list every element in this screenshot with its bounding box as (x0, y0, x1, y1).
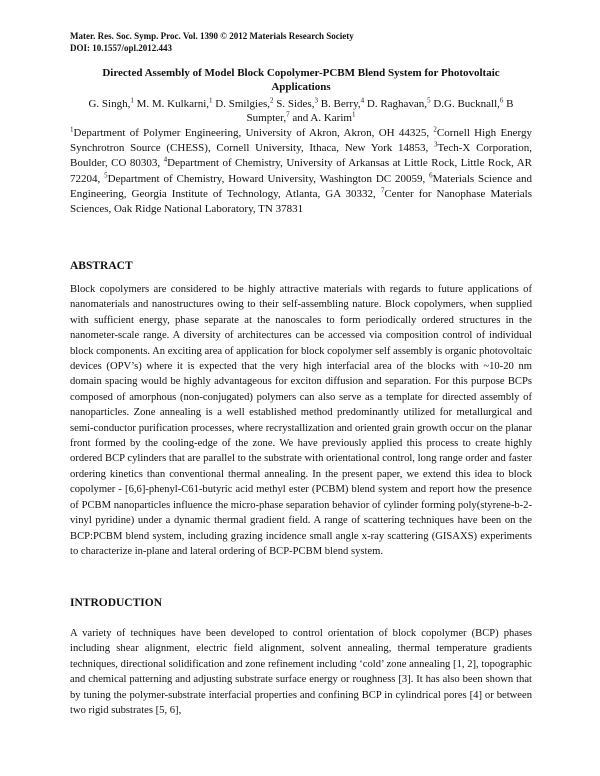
author-list (70, 97, 532, 125)
affiliation: $^5$Department of Chemistry, Howard University, Washington DC 20059, (104, 170, 426, 185)
author: D.G. Bucknall,$^6$ (433, 96, 504, 110)
affiliation-mark: 2 (433, 125, 437, 134)
author-affiliation-mark: 6 (499, 96, 504, 105)
author: S. Sides,$^3$ (276, 96, 318, 110)
affiliation: $^4$Department of Chemistry, University of Arkansas at Little Rock, Little Rock, AR 72204, (70, 155, 532, 185)
affiliation-mark: 5 (104, 170, 108, 179)
author-affiliation-mark: 5 (427, 96, 431, 105)
affiliation: $^6$Materials Science and Engineering, Georgia Institute of Technology, Atlanta, GA 30332, (70, 170, 533, 200)
affiliation-mark: 4 (163, 155, 168, 164)
abstract-body: Block copolymers are considered to be highly attractive materials with regards to future applications of nanomaterials and nanostructures owing to their self-assembling nature. Block copolymers, when supplied with sufficient energy, phase separate at the nanoscales to form periodically ordered structures in the nanometer-scale range. A diversity of architectures can be accessed via composition control of individual block components. An exciting area of application for block copolymer self assembly is organic photovoltaic devices (OPV’s) where it is expected that the very high interfacial area of the blocks with ~10-20 nm domain spacing would be highly advantageous for exciton diffusion and separation. For this purpose BCPs composed of amorphous (non-conjugated) polymers can also serve as a template for directed assembly of nanoparticles. Zone annealing is a well established method predominantly utilized for metallurgical and semi-conductor purification processes, where recrystallization and oriented grain growth occur on the planar front formed by the cooling-edge of the zone. We have previously applied this process to create highly ordered BCP cylinders that are parallel to the substrate with orientational control, long range order and faster ordering kinetics than conventional thermal annealing. In the present paper, we extend this idea to block copolymer - [6,6]-phenyl-C61-butyric acid methyl ester (PCBM) blend system and report how the presence of PCBM nanoparticles influence the micro-phase separation behavior of cylinder forming poly(styrene-b-2-vinyl pyridine) under a dynamic thermal gradient field. A range of scattering techniques have been on the BCP:PCBM blend system, including grazing incidence small angle x-ray scattering (GISAXS) experiments to characterize in-plane and lateral ordering of BCP-PCBM blend system. (70, 284, 532, 557)
journal-header (70, 30, 354, 54)
author-affiliation-mark: 1 (209, 96, 213, 105)
affiliation-mark: 3 (434, 140, 438, 149)
author-affiliation-mark: 2 (269, 96, 274, 105)
affiliation-mark: 7 (380, 186, 385, 195)
affiliations (70, 126, 532, 217)
paper-title (70, 66, 532, 94)
doi: DOI: 10.1557/opl.2012.443 (70, 43, 173, 53)
abstract-heading: ABSTRACT (70, 260, 133, 272)
author-affiliation-mark: 7 (286, 110, 290, 119)
title-line-2: Applications (271, 81, 331, 93)
author: B. Berry,$^4$ (320, 96, 365, 110)
author: and A. Karim$^1$ (292, 110, 356, 124)
title-line-1: Directed Assembly of Model Block Copolymer-PCBM Blend System for Photovoltaic (102, 67, 500, 79)
author: G. Singh,$^1$ (88, 96, 134, 110)
author: M. M. Kulkarni,$^1$ (136, 96, 213, 110)
author: D. Smilgies,$^2$ (215, 96, 274, 110)
affiliation: $^1$Department of Polymer Engineering, University of Akron, Akron, OH 44325, (70, 125, 430, 139)
introduction-body: A variety of techniques have been developed to control orientation of block copolymer (BCP) phases including shear alignment, electric field alignment, solvent annealing, thermal temperature gradients techniques, directional solidification and zone refinement including ‘cold’ zone annealing [1, 2], topographic and chemical patterning and adjusting substrate surface energy or roughness [3]. It has also been shown that by tuning the polymer-substrate interfacial properties and confining BCP in cylindrical pores [4] or between two rigid substrates [5, 6], (70, 628, 532, 717)
affiliation: $^3$Tech-X Corporation, Boulder, CO 80303, (70, 140, 532, 170)
author-affiliation-mark: 3 (314, 96, 318, 105)
affiliation-mark: 1 (70, 125, 74, 134)
affiliation: $^7$Center for Nanophase Materials Sciences, Oak Ridge National Laboratory, TN 37831 (70, 186, 532, 216)
affiliation: $^2$Cornell High Energy Synchrotron Source (CHESS), Cornell University, Ithaca, New York 14853, (70, 125, 533, 155)
journal-citation: Mater. Res. Soc. Symp. Proc. Vol. 1390 © 2012 Materials Research Society (70, 31, 354, 41)
author-affiliation-mark: 1 (130, 96, 134, 105)
author: D. Raghavan,$^5$ (366, 96, 431, 110)
author-affiliation-mark: 4 (360, 96, 365, 105)
introduction-heading: INTRODUCTION (70, 597, 163, 609)
author-affiliation-mark: 1 (351, 110, 356, 119)
author: B Sumpter,$^7$ (246, 98, 514, 124)
affiliation-mark: 6 (429, 170, 433, 179)
